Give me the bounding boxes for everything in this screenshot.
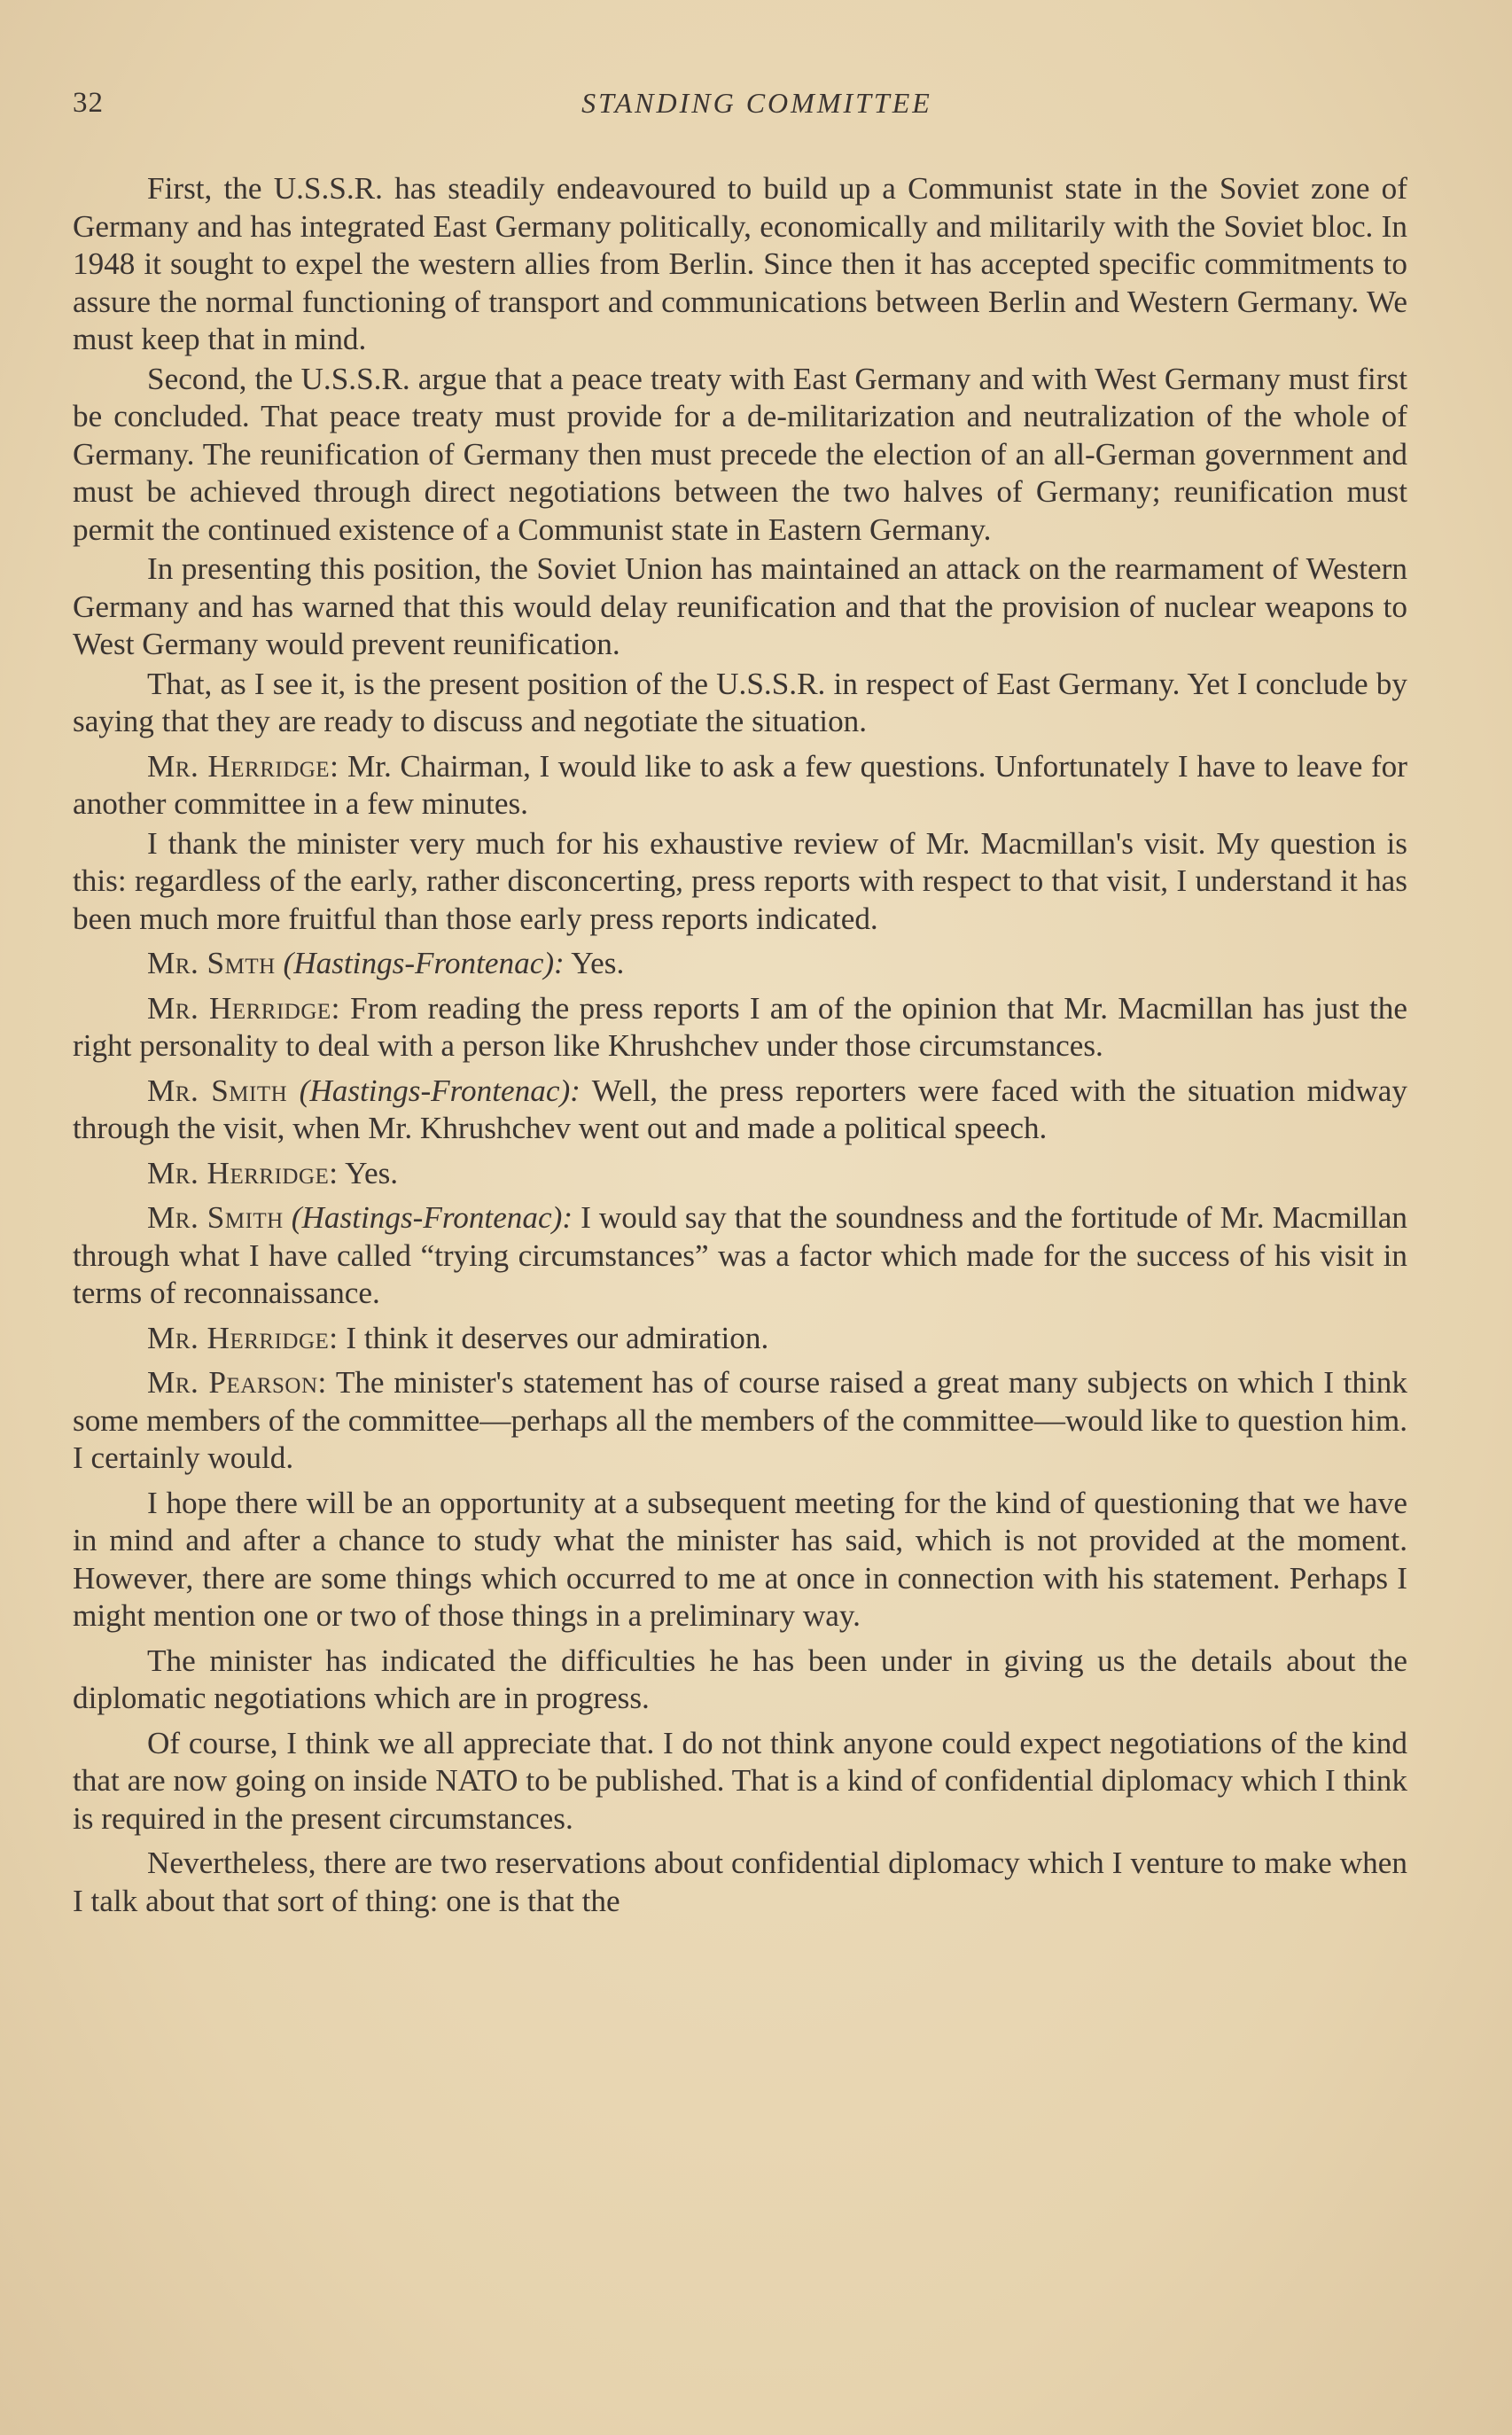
speaker-riding: (Hastings-Frontenac): (283, 946, 565, 980)
speaker-name: Mr. Herridge: (147, 748, 339, 784)
speaker-name: Mr. Smith (147, 1073, 288, 1108)
paragraph-12: Mr. Herridge: I think it deserves our admiration. (147, 1320, 769, 1355)
speaker-riding: (Hastings-Frontenac): (299, 1073, 581, 1108)
paragraph-5: Mr. Herridge: Mr. Chairman, I would like to ask a few questions. Unfortunately I have to leave for another committee in a few minutes. (73, 748, 1407, 821)
paragraph-6: I thank the minister very much for his exhaustive review of Mr. Macmillan's visit. My question is this: regardless of the early, rather disconcerting, press reports with respect to that visit, I understand it has been much more fruitful than those early press reports indicated. (73, 825, 1407, 936)
paragraph-15: The minister has indicated the difficulties he has been under in giving us the details about the diplomatic negotiations which are in progress. (73, 1643, 1407, 1715)
running-title: STANDING COMMITTEE (581, 87, 932, 119)
body-text (73, 170, 1407, 1922)
paragraph-2: Second, the U.S.S.R. argue that a peace treaty with East Germany and with West Germany must first be concluded. That peace treaty must provide for a de-militarization and neutralization of the whole of Germany. The reunification of Germany then must precede the election of an all-German government and must be achieved through direct negotiations between the two halves of Germany; reunification must permit the continued existence of a Communist state in Eastern Germany. (73, 361, 1407, 547)
paragraph-10: Mr. Herridge: Yes. (147, 1155, 399, 1190)
speaker-name: Mr. Herridge: (147, 1155, 339, 1190)
speaker-name: Mr. Herridge: (147, 1320, 339, 1355)
speaker-name: Mr. Pearson: (147, 1365, 327, 1400)
speaker-name: Mr. Smth (147, 946, 276, 980)
paragraph-1: First, the U.S.S.R. has steadily endeavoured to build up a Communist state in the Soviet zone of Germany and has integrated East Germany politically, economically and militarily with the Soviet bloc. In 1948 it sought to expel the western allies from Berlin. Since then it has accepted specific commitments to assure the normal functioning of transport and communications between Berlin and Western Germany. We must keep that in mind. (73, 171, 1407, 356)
speaker-name: Mr. Herridge: (147, 990, 340, 1026)
paragraph-7: Mr. Smth (Hastings-Frontenac): Yes. (147, 946, 625, 980)
paragraph-8: Mr. Herridge: From reading the press reports I am of the opinion that Mr. Macmillan has just the right personality to deal with a person like Khrushchev under those circumstances. (73, 990, 1408, 1063)
page-header (73, 87, 1406, 140)
page-number: 32 (73, 87, 104, 119)
paragraph-17: Nevertheless, there are two reservations about confidential diplomacy which I venture to make when I talk about that sort of thing: one is that the (73, 1846, 1407, 1918)
paragraph-9: Mr. Smith (Hastings-Frontenac): Well, the press reporters were faced with the situation midway through the visit, when Mr. Khrushchev went out and made a political speech. (73, 1073, 1407, 1145)
paragraph-3: In presenting this position, the Soviet Union has maintained an attack on the rearmament of Western Germany and has warned that this would delay reunification and that the provision of nuclear weapons to West Germany would prevent reunification. (73, 551, 1407, 661)
paragraph-13: Mr. Pearson: The minister's statement has of course raised a great many subjects on which I think some members of the committee—perhaps all the members of the committee—would like to question him. I certainly would. (73, 1365, 1407, 1475)
paragraph-14: I hope there will be an opportunity at a subsequent meeting for the kind of questioning that we have in mind and after a chance to study what the minister has said, which is not provided at the moment. However, there are some things which occurred to me at once in connection with his statement. Perhaps I might mention one or two of those things in a preliminary way. (73, 1485, 1407, 1633)
paragraph-4: That, as I see it, is the present position of the U.S.S.R. in respect of East Germany. Yet I conclude by saying that they are ready to discuss and negotiate the situation. (73, 666, 1407, 738)
paragraph-11: Mr. Smith (Hastings-Frontenac): I would say that the soundness and the fortitude of Mr. Macmillan through what I have called “trying circumstances” was a factor which made for the success of his visit in terms of reconnaissance. (73, 1200, 1407, 1310)
paragraph-16: Of course, I think we all appreciate that. I do not think anyone could expect negotiations of the kind that are now going on inside NATO to be published. That is a kind of confidential diplomacy which I think is required in the present circumstances. (73, 1725, 1407, 1836)
speaker-name: Mr. Smith (147, 1200, 284, 1235)
speaker-riding: (Hastings-Frontenac): (291, 1200, 573, 1235)
